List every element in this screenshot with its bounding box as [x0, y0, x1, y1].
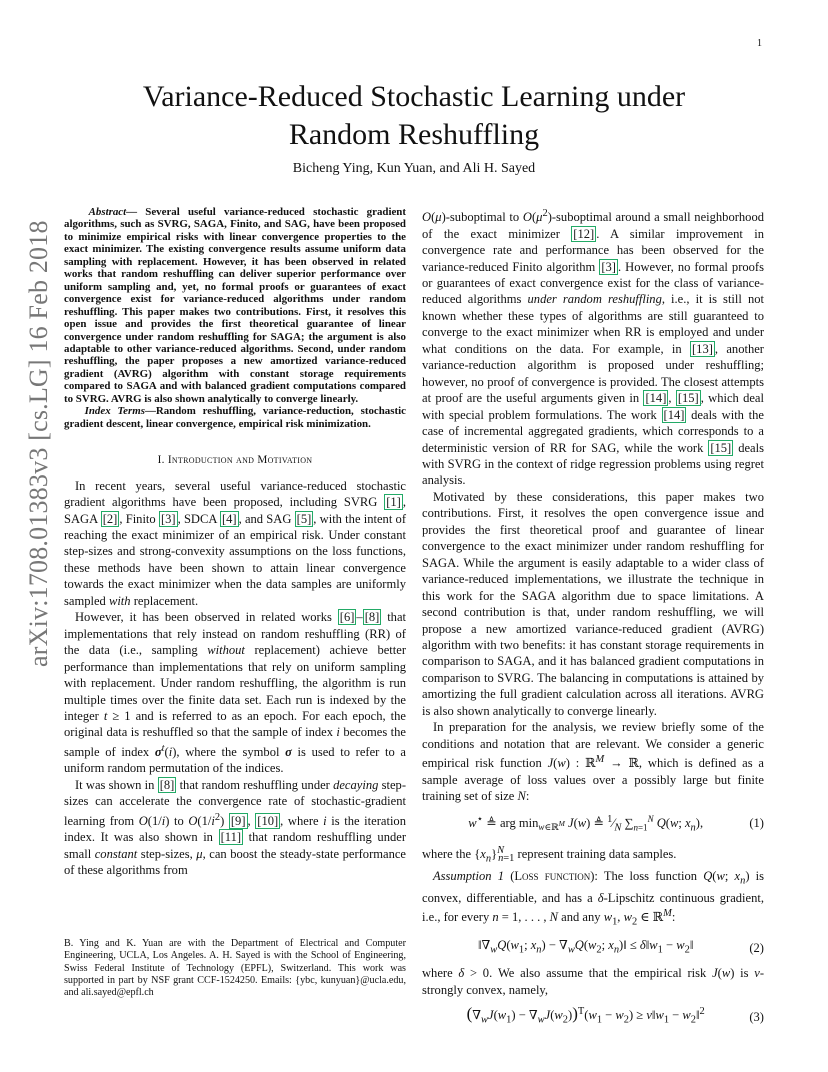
citation-link[interactable]: [14] — [645, 391, 667, 406]
title-line-2: Random Reshuffling — [288, 118, 540, 151]
text-span: . A similar improvement in convergence rate and performance has been observed for the variance-reduced Finito algorithm — [422, 226, 764, 274]
citation-link[interactable]: [9] — [230, 814, 246, 829]
citation-link[interactable]: [2] — [102, 511, 118, 526]
index-terms — [64, 405, 406, 430]
intro-paragraph-3: It was shown in [8] that random reshuffling under decaying step-sizes can accelerate the convergence rate of stochastic-gradient learning from O(1/i) to $O(1/i^2)$ [9] , [10] , where i is the iteration index. It was also shown in [11] that random reshuffling under small constant step-sizes, μ, can boost the steady-state performance of these algorithms from — [64, 777, 407, 878]
citation-link[interactable]: [10] — [257, 814, 279, 829]
abstract-label: Abstract — [88, 206, 127, 218]
citation-link[interactable]: [3] — [160, 511, 176, 526]
citation-link[interactable]: [4] — [221, 511, 237, 526]
citation-link[interactable]: [6] — [339, 610, 355, 625]
paper-title — [60, 78, 768, 154]
text-span: deals with SVRG in the context of ridge regression problems using regret analysis. — [422, 440, 764, 488]
emphasis-text: under random reshuffling — [527, 292, 662, 307]
citation-link[interactable]: [12] — [573, 226, 595, 241]
arxiv-watermark: arXiv:1708.01383v3 [cs.LG] 16 Feb 2018 — [24, 220, 53, 667]
right-paragraph-3: In preparation for the analysis, we review briefly some of the conditions and notation that are relevant. We consider a generic empirical risk function J(w) : ℝ$^M$ → ℝ, which is defined as a sample average of loss values over a possibly large but finite training set of size N: — [422, 720, 765, 804]
text-span: -suboptimal around a small neighborhood of the exact minimizer — [422, 210, 765, 241]
citation-link[interactable]: [1] — [386, 495, 401, 510]
intro-paragraph-2: However, it has been observed in related works [6] – [8] that implementations that rely instead on random reshuffling (RR) of the data (i.e., sampling without replacement) achieve better performance than implementations that rely on uniform sampling with replacement. Under random reshuffling, the algorithm is run multiple times over the finite data set. Each run is indexed by the integer t ≥ 1 and is referred to as an epoch. For each epoch, the original data is reshuffled so that the sample of index i becomes the sample of index $\sigma^t(i)$, where the symbol σ is used to refer to a uniform random permutation of the indices. — [64, 610, 407, 776]
right-paragraph-2: Motivated by these considerations, this paper makes two contributions. First, it resolves the open convergence issue and provides the first theoretical proof and guarantee of linear convergence to the exact minimizer under random reshuffling for SAGA. While the argument is easily adaptable to a wider class of variance-reduced implementations, we illustrate the technique in this work for the SAGA algorithm due to space limitations. A second contribution is that, under random reshuffling, we will propose a new amortized variance-reduced gradient (AVRG) algorithm with two benefits: it has constant storage requirements in comparison to SAGA, and it has balanced gradient computations in comparison to SVRG. The balancing in computations is attained by amortizing the full gradient calculation across all iterations. AVRG is also shown analytically to converge linearly. — [422, 489, 764, 718]
equation-1 — [422, 811, 764, 837]
index-terms-label: Index Terms — [84, 405, 145, 418]
abstract-text: — Several useful variance-reduced stochastic gradient algorithms, such as SVRG, SAGA, Finito, and SAG, have been proposed to minimize empirical risks with linear convergence properties to the exact minimizer. The existing convergence results assume uniform data sampling with replacement. However, it has been observed in related works that random reshuffling can deliver superior performance over uniform sampling and, yet, no formal proofs or guarantees of exact convergence exist for variance-reduced algorithms under random reshuffling. This paper makes two contributions. First, it resolves this open issue and provides the first theoretical guarantee of linear convergence under random reshuffling for SAGA; the argument is also adaptable to other variance-reduced algorithms. Second, under random reshuffling, the paper proposes a new amortized variance-reduced gradient (AVRG) algorithm with constant storage requirements compared to SAGA and with balanced gradient computations compared to SVRG. AVRG is also shown analytically to converge linearly. — [64, 206, 406, 405]
citation-link[interactable]: [5] — [296, 511, 312, 526]
text-span: In preparation for the analysis, we review briefly some of the conditions and notation that are relevant. We consider a generic empirical risk function — [422, 720, 764, 771]
footnote: B. Ying and K. Yuan are with the Department of Electrical and Computer Engineering, UCLA, Los Angeles. A. H. Sayed is with the School of Engineering, Swiss Federal Institute of Technology (EPFL), Switzerland. This work was supported in part by NSF grant CCF-1524250. Emails: {ybc, kunyuan}@ucla.edu, and ali.sayed@epfl.ch — [64, 938, 406, 999]
assumption-label: Assumption 1 — [433, 868, 505, 883]
citation-link[interactable]: [15] — [677, 391, 699, 406]
citation-link[interactable]: [11] — [220, 830, 242, 845]
right-paragraph-4: where the $\{x_n\}^N_{n=1}$ represent training data samples. — [422, 844, 677, 865]
text-span: , another variance-reduction algorithm is proposed under reshuffling; however, no proof of convergence is provided. The closest attempts at proof are the useful arguments given in — [422, 341, 764, 406]
citation-link[interactable]: [15] — [710, 440, 732, 455]
citation-link[interactable]: [8] — [159, 777, 175, 792]
citation-link[interactable]: [3] — [601, 259, 616, 274]
equation-2 — [422, 937, 764, 959]
right-column — [422, 206, 764, 1035]
text-span: deals with the case of incremental aggregated gradients, which corresponds to a deterministic version of RR for SAG, while the work — [422, 407, 764, 455]
assumption-1: Assumption 1 (Loss function): The loss function Q(w; $x_n$) is convex, differentiable, and has a δ-Lipschitz continuous gradient, i.e., for every n = 1, . . . , N and any $w_1$, $w_2$ ∈ ℝ$^M$: — [422, 868, 765, 928]
equation-2-number: (2) — [749, 941, 764, 956]
title-line-1: Variance-Reduced Stochastic Learning under — [142, 80, 686, 113]
author-list: Bicheng Ying, Kun Yuan, and Ali H. Sayed — [292, 161, 536, 176]
citation-link[interactable]: [8] — [364, 610, 380, 625]
intro-paragraph-1: In recent years, several useful variance-reduced stochastic gradient algorithms have been proposed, including SVRG [1] , SAGA [2] , Finito [3] , SDCA [4] , and SAG [5] , with the intent of reaching the exact minimizer of an empirical risk. Under constant step-sizes and strong-convexity assumptions on the loss functions, these methods have been shown to attain linear convergence towards the exact minimizer when the data samples are uniformly sampled with replacement. — [64, 478, 406, 608]
text-span: , which deal with special problem formulations. The work — [422, 391, 764, 422]
right-paragraph-5: where δ > 0. We also assume that the empirical risk J(w) is ν-strongly convex, namely, — [422, 966, 765, 997]
text-span: . However, no formal proofs or guarantees of exact convergence exist for the class of variance-reduced algorithms — [422, 259, 764, 307]
page-number: 1 — [757, 38, 762, 49]
text-span: , i.e., it is still not known whether these types of algorithms are still guaranteed to converge to the exact minimizer when RR is employed and under what conditions on the data. For example, in — [422, 292, 764, 356]
equation-3-number: (3) — [749, 1009, 764, 1024]
assumption-title: (Loss function) — [510, 868, 595, 883]
index-terms-text: —Random reshuffling, variance-reduction, stochastic gradient descent, linear convergence, empirical risk minimization. — [64, 405, 406, 430]
abstract — [64, 206, 406, 405]
citation-link[interactable]: [14] — [663, 407, 685, 422]
left-column — [64, 206, 406, 879]
section-heading: I. Introduction and Motivation — [157, 454, 313, 467]
equation-2-body: $‖\nabla_wQ(w_1$; $x_n) - \nabla_wQ(w_2$; $x_n)‖$ ≤ $\delta‖w_1$ − $w_2‖$ — [477, 938, 694, 956]
equation-1-number: (1) — [749, 816, 764, 831]
right-paragraph-1: O(μ)-suboptimal to $O(\mu^2)$-suboptimal around a small neighborhood of the exact minimizer [12] . A similar improvement in convergence rate and performance has been observed for the variance-reduced Finito algorithm [3] . However, no formal proofs or guarantees of exact convergence exist for the class of variance-reduced algorithms under random reshuffling, i.e., it is still not known whether these types of algorithms are still guaranteed to converge to the exact minimizer when RR is employed and under what conditions on the data. For example, in [13] , another variance-reduction algorithm is proposed under reshuffling; however, no proof of convergence is provided. The closest attempts at proof are the useful arguments given in [14] , [15] , which deal with special problem formulations. The work [14] deals with the case of incremental aggregated gradients, which corresponds to a deterministic version of RR for SAG, while the work [15] deals with SVRG in the context of ridge regression problems using regret analysis. — [422, 208, 765, 488]
equation-3 — [422, 1004, 764, 1029]
text-span: , which is defined as a sample average of loss values over a possibly large but finite training set of size — [422, 756, 765, 804]
equation-1-body: w⋆ ≜ arg $\min_{w\in ℝ^M} J(w)$ ≜ $^1⁄_N$ $\sum_{n=1}^N$ Q(w; $x_n$), — [468, 813, 704, 834]
citation-link[interactable]: [13] — [692, 341, 713, 356]
equation-3-body: $(\nabla_wJ(w_1) - \nabla_wJ(w_2))^T(w_1 - w_2)$ ≥ $\nu‖w_1$ − $w_2‖^2$ — [466, 1004, 705, 1026]
